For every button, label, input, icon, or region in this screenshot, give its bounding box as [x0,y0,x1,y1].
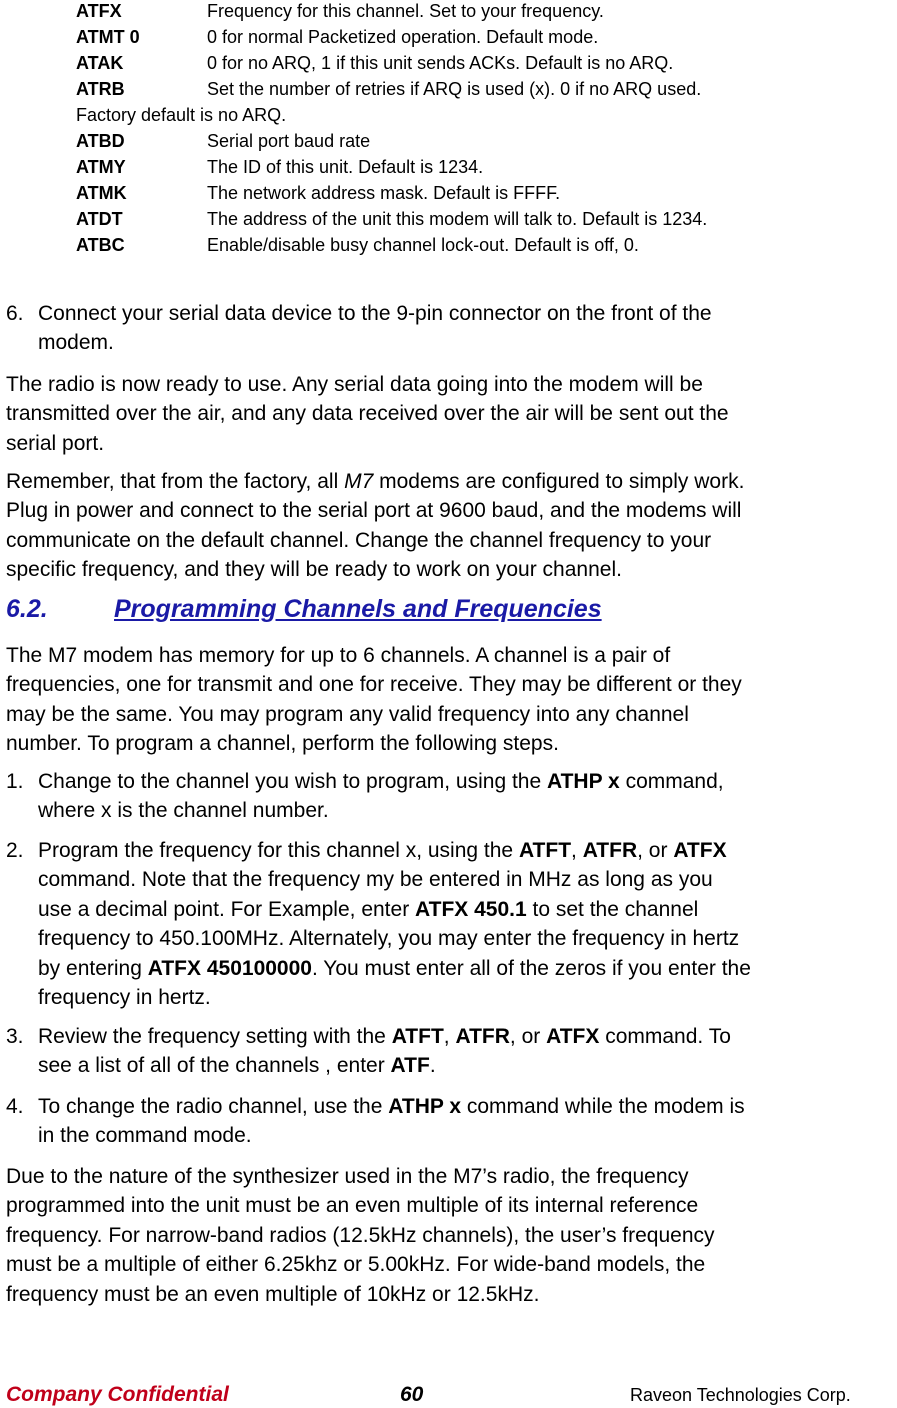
step-text-line: see a list of all of the channels , enter ATF. [38,1054,436,1078]
paragraph-line: specific frequency, and they will be ready to work on your channel. [6,558,622,582]
factory-default-note: Factory default is no ARQ. [76,105,287,125]
command-description: The address of the unit this modem will talk to. Default is 1234. [207,209,708,229]
command-code: ATFT [391,1025,444,1048]
paragraph-line: must be a multiple of either 6.25khz or 5.00kHz. For wide-band models, the [6,1253,706,1277]
command-code: ATFR [582,839,638,862]
step-number: 1. [6,770,24,793]
command-code: ATFR [455,1025,510,1048]
paragraph-ready [6,370,886,458]
paragraph-line: Remember, that from the factory, all M7 modems are configured to simply work. [6,470,745,493]
step-text-line: by entering ATFX 450100000. You must enter all of the zeros if you enter the [38,956,751,980]
step-number: 2. [6,839,24,862]
step-text-line: modem. [38,331,114,355]
paragraph-memory [6,641,886,759]
paragraph-line: may be the same. You may program any valid frequency into any channel [6,702,689,726]
page-number: 60 [400,1383,424,1406]
command-description: 0 for normal Packetized operation. Default mode. [207,27,599,47]
command-description: Frequency for this channel. Set to your frequency. [207,1,604,21]
step-1 [6,767,897,826]
command-code: ATFT [518,839,572,862]
paragraph-line: frequency must be an even multiple of 10kHz or 12.5kHz. [6,1282,540,1306]
section-number: 6.2. [6,595,48,623]
command-code: ATF [390,1054,430,1078]
step-number: 4. [6,1095,24,1118]
footer-confidential: Company Confidential [6,1383,229,1406]
step-number: 6. [6,302,24,325]
paragraph-line: The M7 modem has memory for up to 6 channels. A channel is a pair of [6,644,671,667]
step-text-line: frequency to 450.100MHz. Alternately, you may enter the frequency in hertz [38,927,740,951]
command-description: The ID of this unit. Default is 1234. [207,157,484,177]
step-2 [6,836,897,1012]
command-description: Enable/disable busy channel lock-out. Default is off, 0. [207,235,639,255]
step-text-line: in the command mode. [38,1124,252,1148]
command-description: Set the number of retries if ARQ is used (x). 0 if no ARQ used. [207,79,702,99]
command-description: Serial port baud rate [207,131,371,151]
paragraph-line: serial port. [6,431,105,455]
paragraph-line: number. To program a channel, perform the following steps. [6,732,559,756]
command-description: The network address mask. Default is FFFF. [207,183,561,203]
command-name: ATDT [76,209,123,229]
command-code: ATFX [673,839,727,862]
model-name: M7 [344,470,374,493]
command-name: ATMK [76,183,127,203]
step-text-line: Program the frequency for this channel x, using the ATFT, ATFR, or ATFX [38,839,727,862]
command-name: ATMT 0 [76,27,140,47]
paragraph-line: frequencies, one for transmit and one for receive. They may be different or they [6,673,742,697]
step-text-line: use a decimal point. For Example, enter ATFX 450.1 to set the channel [38,897,699,921]
step-text-line: Review the frequency setting with the ATFT, ATFR, or ATFX command. To [38,1025,731,1048]
paragraph-line: frequency. For narrow-band radios (12.5kHz channels), the user’s frequency [6,1223,715,1247]
command-code: ATFX 450.1 [415,897,527,921]
step-text-line: Connect your serial data device to the 9-pin connector on the front of the [38,302,712,325]
paragraph-line: transmitted over the air, and any data received over the air will be sent out the [6,402,729,426]
paragraph-line: The radio is now ready to use. Any serial data going into the modem will be [6,373,703,396]
command-name: ATBD [76,131,125,151]
command-name: ATFX [76,1,122,21]
step-number: 3. [6,1025,24,1048]
step-4 [6,1092,897,1151]
step-6 [6,299,897,358]
paragraph-synthesizer [6,1162,886,1309]
paragraph-line: programmed into the unit must be an even multiple of its internal reference [6,1194,699,1218]
paragraph-line: Due to the nature of the synthesizer used in the M7’s radio, the frequency [6,1165,689,1188]
paragraph-line: Plug in power and connect to the serial port at 9600 baud, and the modems will [6,499,742,523]
paragraph-remember [6,467,886,585]
command-code: ATFX 450100000 [147,956,312,980]
command-code: ATHP x [388,1095,462,1118]
section-title: Programming Channels and Frequencies [114,595,602,623]
step-text-line: where x is the channel number. [38,799,329,823]
command-name: ATAK [76,53,124,73]
command-code: ATFX [546,1025,600,1048]
step-text-line: Change to the channel you wish to program, using the ATHP x command, [38,770,724,793]
step-text-line: To change the radio channel, use the ATHP x command while the modem is [38,1095,745,1118]
command-name: ATBC [76,235,125,255]
step-3 [6,1022,897,1081]
command-description: 0 for no ARQ, 1 if this unit sends ACKs. Default is no ARQ. [207,53,674,73]
command-code: ATHP x [546,770,620,793]
footer-company: Raveon Technologies Corp. [630,1385,851,1405]
command-name: ATMY [76,157,126,177]
step-text-line: frequency in hertz. [38,986,211,1010]
command-name: ATRB [76,79,125,99]
paragraph-line: communicate on the default channel. Change the channel frequency to your [6,528,712,552]
step-text-line: command. Note that the frequency my be entered in MHz as long as you [38,868,713,892]
